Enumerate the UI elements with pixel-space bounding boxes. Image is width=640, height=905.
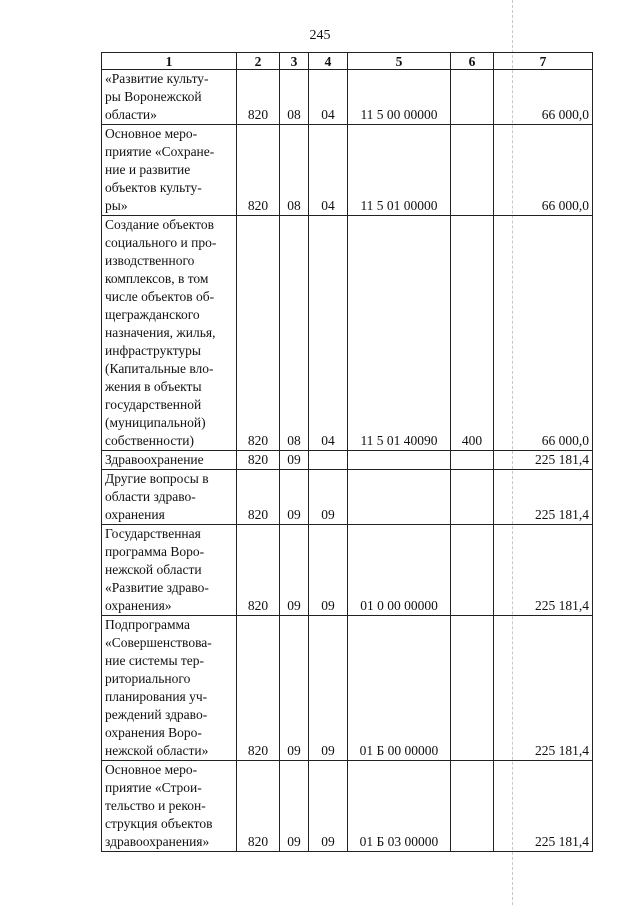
cell-code-department: 820: [237, 216, 280, 451]
cell-code-target: 11 5 01 40090: [348, 216, 451, 451]
row-name-line: Основное меро-: [105, 762, 198, 777]
row-name: [102, 216, 237, 451]
cell-amount: 225 181,4: [494, 761, 593, 852]
row-name-line: планирования уч-: [105, 689, 208, 704]
cell-code-subsection: 09: [309, 616, 348, 761]
cell-code-section: 09: [280, 761, 309, 852]
cell-code-subsection: [309, 451, 348, 470]
cell-code-target: [348, 451, 451, 470]
cell-code-expense-type: [451, 125, 494, 216]
cell-code-department: 820: [237, 451, 280, 470]
row-name-line: (Капитальные вло-: [105, 361, 214, 376]
cell-code-expense-type: [451, 70, 494, 125]
header-col-4: 4: [309, 53, 348, 70]
row-name-line: здравоохранения»: [105, 834, 210, 849]
cell-amount: 66 000,0: [494, 70, 593, 125]
table-row: [102, 616, 593, 761]
cell-code-subsection: 04: [309, 125, 348, 216]
row-name-line: государственной: [105, 397, 202, 412]
cell-amount: 66 000,0: [494, 216, 593, 451]
row-name-line: области»: [105, 107, 157, 122]
cell-code-expense-type: [451, 451, 494, 470]
cell-code-subsection: 09: [309, 525, 348, 616]
cell-code-department: 820: [237, 525, 280, 616]
cell-code-department: 820: [237, 616, 280, 761]
table-body: [102, 70, 593, 852]
row-name-line: социального и про-: [105, 235, 217, 250]
row-name-line: собственности): [105, 433, 194, 448]
cell-amount: 225 181,4: [494, 451, 593, 470]
row-name: [102, 451, 237, 470]
row-name-line: реждений здраво-: [105, 707, 208, 722]
row-name: [102, 125, 237, 216]
cell-code-subsection: 09: [309, 761, 348, 852]
row-name-line: приятие «Сохране-: [105, 144, 215, 159]
cell-code-section: 09: [280, 616, 309, 761]
row-name-line: струкция объектов: [105, 816, 213, 831]
row-name-line: (муниципальной): [105, 415, 206, 430]
cell-code-section: 08: [280, 125, 309, 216]
row-name-line: Государственная: [105, 526, 201, 541]
header-col-6: 6: [451, 53, 494, 70]
cell-code-target: 01 Б 00 00000: [348, 616, 451, 761]
cell-amount: 225 181,4: [494, 525, 593, 616]
row-name-line: назначения, жилья,: [105, 325, 216, 340]
table-row: [102, 70, 593, 125]
row-name-line: приятие «Строи-: [105, 780, 202, 795]
row-name-line: инфраструктуры: [105, 343, 201, 358]
cell-code-department: 820: [237, 470, 280, 525]
header-col-5: 5: [348, 53, 451, 70]
cell-code-target: 11 5 00 00000: [348, 70, 451, 125]
cell-code-subsection: 04: [309, 70, 348, 125]
row-name-line: области здраво-: [105, 489, 196, 504]
cell-code-expense-type: [451, 761, 494, 852]
table-row: [102, 470, 593, 525]
cell-code-expense-type: [451, 470, 494, 525]
header-col-2: 2: [237, 53, 280, 70]
cell-code-section: 09: [280, 525, 309, 616]
table-row: [102, 525, 593, 616]
row-name-line: «Развитие культу-: [105, 71, 209, 86]
cell-code-department: 820: [237, 125, 280, 216]
cell-code-department: 820: [237, 761, 280, 852]
row-name-line: Подпрограмма: [105, 617, 190, 632]
cell-code-expense-type: 400: [451, 216, 494, 451]
cell-code-target: 01 Б 03 00000: [348, 761, 451, 852]
row-name-line: щегражданского: [105, 307, 200, 322]
row-name-line: «Развитие здраво-: [105, 580, 209, 595]
cell-code-subsection: 09: [309, 470, 348, 525]
cell-code-section: 08: [280, 70, 309, 125]
cell-amount: 66 000,0: [494, 125, 593, 216]
row-name-line: охранения: [105, 507, 165, 522]
row-name-line: объектов культу-: [105, 180, 202, 195]
row-name-line: ние и развитие: [105, 162, 191, 177]
row-name: [102, 470, 237, 525]
row-name-line: тельство и рекон-: [105, 798, 206, 813]
row-name-line: охранения»: [105, 598, 172, 613]
table-row: [102, 125, 593, 216]
header-col-7: 7: [494, 53, 593, 70]
budget-table: [101, 52, 593, 852]
cell-code-target: [348, 470, 451, 525]
row-name: [102, 525, 237, 616]
row-name-line: «Совершенствова-: [105, 635, 212, 650]
row-name-line: Основное меро-: [105, 126, 198, 141]
cell-code-subsection: 04: [309, 216, 348, 451]
cell-amount: 225 181,4: [494, 470, 593, 525]
row-name-line: ние системы тер-: [105, 653, 205, 668]
cell-code-section: 08: [280, 216, 309, 451]
row-name-line: программа Воро-: [105, 544, 205, 559]
row-name-line: изводственного: [105, 253, 195, 268]
cell-code-expense-type: [451, 616, 494, 761]
header-col-1: 1: [102, 53, 237, 70]
row-name-line: ры Воронежской: [105, 89, 202, 104]
row-name-line: числе объектов об-: [105, 289, 215, 304]
row-name-line: Здравоохранение: [105, 452, 204, 467]
row-name-line: риториального: [105, 671, 191, 686]
header-col-3: 3: [280, 53, 309, 70]
row-name-line: жения в объекты: [105, 379, 202, 394]
cell-code-expense-type: [451, 525, 494, 616]
cell-amount: 225 181,4: [494, 616, 593, 761]
cell-code-department: 820: [237, 70, 280, 125]
page-number: 245: [309, 28, 331, 43]
row-name-line: комплексов, в том: [105, 271, 209, 286]
cell-code-target: 01 0 00 00000: [348, 525, 451, 616]
row-name: [102, 761, 237, 852]
row-name: [102, 70, 237, 125]
row-name-line: Другие вопросы в: [105, 471, 209, 486]
table-row: [102, 451, 593, 470]
row-name-line: Создание объектов: [105, 217, 215, 232]
cell-code-section: 09: [280, 451, 309, 470]
row-name: [102, 616, 237, 761]
cell-code-target: 11 5 01 00000: [348, 125, 451, 216]
row-name-line: ры»: [105, 198, 128, 213]
table-row: [102, 761, 593, 852]
row-name-line: охранения Воро-: [105, 725, 202, 740]
row-name-line: нежской области: [105, 562, 202, 577]
header-row: [102, 53, 593, 70]
row-name-line: нежской области»: [105, 743, 209, 758]
table-row: [102, 216, 593, 451]
cell-code-section: 09: [280, 470, 309, 525]
